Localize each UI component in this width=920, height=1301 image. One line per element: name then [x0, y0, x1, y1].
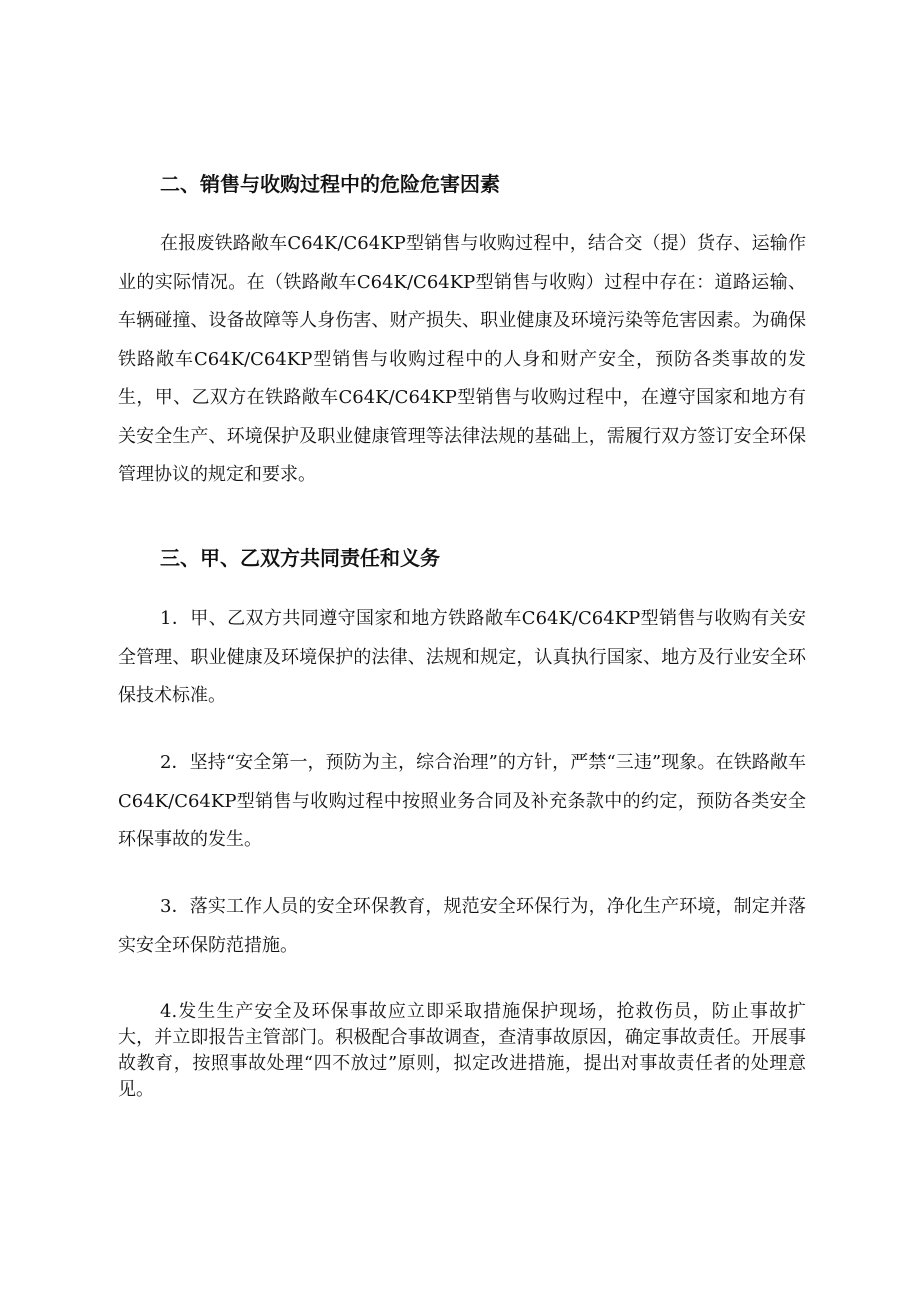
duty-item-4: 4.发生生产安全及环保事故应立即采取措施保护现场，抢救伤员，防止事故扩大，并立即报告主管部门。积极配合事故调查，查清事故原因，确定事故责任。开展事故教育，按照事故处理“四不放过”原则，拟定改进措施，提出对事故责任者的处理意见。 — [118, 1001, 806, 1100]
section-3-heading: 三、甲、乙双方共同责任和义务 — [160, 546, 440, 570]
duty-item-2: 2．坚持“安全第一，预防为主，综合治理”的方针，严禁“三违”现象。在铁路敞车C64K/C64KP型销售与收购过程中按照业务合同及补充条款中的约定，预防各类安全环保事故的发生。 — [118, 752, 806, 850]
duty-item-3: 3．落实工作人员的安全环保教育，规范安全环保行为，净化生产环境，制定并落实安全环保防范措施。 — [118, 896, 806, 956]
section-2-paragraph: 在报废铁路敞车C64K/C64KP型销售与收购过程中，结合交（提）货存、运输作业的实际情况。在（铁路敞车C64K/C64KP型销售与收购）过程中存在：道路运输、车辆碰撞、设备故障等人身伤害、财产损失、职业健康及环境污染等危害因素。为确保铁路敞车C64K/C64KP型销售与收购过程中的人身和财产安全，预防各类事故的发生，甲、乙双方在铁路敞车C64K/C64KP型销售与收购过程中，在遵守国家和地方有关安全生产、环境保护及职业健康管理等法律法规的基础上，需履行双方签订安全环保管理协议的规定和要求。 — [118, 233, 806, 485]
section-2-heading: 二、销售与收购过程中的危险危害因素 — [160, 172, 500, 196]
duty-item-1: 1．甲、乙双方共同遵守国家和地方铁路敞车C64K/C64KP型销售与收购有关安全管理、职业健康及环境保护的法律、法规和规定，认真执行国家、地方及行业安全环保技术标准。 — [118, 608, 806, 706]
